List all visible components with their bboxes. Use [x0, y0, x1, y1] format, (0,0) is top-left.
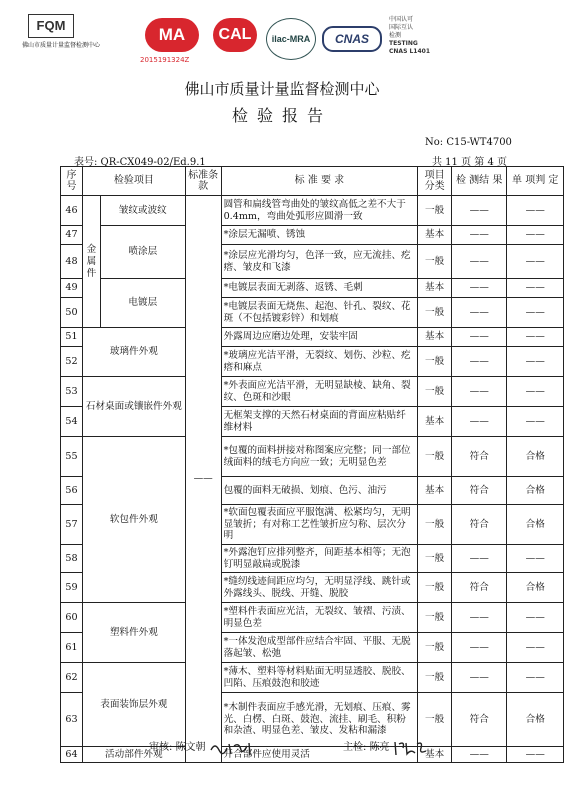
row-category: 一般	[418, 347, 452, 377]
row-result: 符合	[451, 505, 507, 545]
row-seq: 58	[61, 545, 83, 573]
row-seq: 62	[61, 663, 83, 693]
row-item: 喷涂层	[100, 226, 185, 279]
row-requirement: *一体发泡成型部件应结合牢固、平服、无脱落起皱、松弛	[221, 633, 418, 663]
table-row	[61, 747, 564, 763]
row-result: ——	[451, 747, 507, 763]
row-requirement: *外表面应光洁平滑，无明显缺棱、缺角、裂纹、色斑和沙眼	[221, 377, 418, 407]
row-seq: 60	[61, 603, 83, 633]
row-judgement: ——	[507, 603, 564, 633]
row-seq: 64	[61, 747, 83, 763]
approver-name: 陈亮	[369, 742, 390, 753]
row-judgement: ——	[507, 245, 564, 279]
row-result: ——	[451, 298, 507, 328]
row-result: ——	[451, 279, 507, 298]
metal-group-label: 金属件	[82, 196, 100, 328]
row-category: 一般	[418, 545, 452, 573]
row-result: ——	[451, 196, 507, 226]
cma-number: 2015191324Z	[140, 56, 190, 64]
row-item: 皱纹或波纹	[100, 196, 185, 226]
row-category: 一般	[418, 505, 452, 545]
row-result: ——	[451, 347, 507, 377]
row-requirement: 外露周边应磨边处理，安装牢固	[221, 328, 418, 347]
row-seq: 47	[61, 226, 83, 245]
table-row	[61, 437, 564, 477]
row-result: ——	[451, 226, 507, 245]
row-requirement: *电镀层表面无烧焦、起泡、针孔、裂纹、花斑（不包括镀彩锌）和划痕	[221, 298, 418, 328]
row-judgement: 合格	[507, 505, 564, 545]
page-info: 共 11 页 第 4 页	[432, 157, 507, 168]
row-judgement: ——	[507, 226, 564, 245]
table-row	[61, 328, 564, 347]
table-header-row	[61, 167, 564, 196]
row-item: 软包件外观	[82, 437, 185, 603]
table-row	[61, 279, 564, 298]
row-result: ——	[451, 633, 507, 663]
row-category: 一般	[418, 245, 452, 279]
row-requirement: *包覆的面料拼接对称图案应完整；同一部位绒面料的绒毛方向应一致；无明显色差	[221, 437, 418, 477]
row-judgement: ——	[507, 377, 564, 407]
row-seq: 46	[61, 196, 83, 226]
row-result: ——	[451, 545, 507, 573]
row-item: 表面装饰层外观	[82, 663, 185, 747]
row-result: 符合	[451, 693, 507, 747]
row-requirement: 开合部件应使用灵活	[221, 747, 418, 763]
inspection-table	[60, 166, 564, 763]
row-item: 石材桌面或镶嵌件外观	[82, 377, 185, 437]
row-seq: 54	[61, 407, 83, 437]
row-category: 一般	[418, 633, 452, 663]
row-category: 基本	[418, 226, 452, 245]
row-judgement: ——	[507, 747, 564, 763]
row-item: 玻璃件外观	[82, 328, 185, 377]
table-row	[61, 226, 564, 245]
row-result: ——	[451, 603, 507, 633]
col-std-clause: 标准条款	[185, 167, 221, 196]
row-requirement: 圆管和扁线管弯曲处的皱纹高低之差不大于0.4mm，弯曲处弧形应圆滑一致	[221, 196, 418, 226]
row-requirement: *木制件表面应手感光滑，无划痕、压痕、雾光、白楞、白斑、鼓泡、流挂、刷毛、积粉和杂渣、明显色差、皱皮、发粘和漏漆	[221, 693, 418, 747]
row-requirement: *玻璃应光洁平滑，无裂纹、划伤、沙粒、疙瘩和麻点	[221, 347, 418, 377]
row-requirement: 无框架支撑的天然石材桌面的背面应粘贴纤维材料	[221, 407, 418, 437]
row-judgement: ——	[507, 328, 564, 347]
cal-logo: CAL	[213, 18, 257, 52]
col-judgement: 单 项判 定	[507, 167, 564, 196]
ilac-mra-logo: ilac-MRA	[266, 18, 316, 60]
row-seq: 59	[61, 573, 83, 603]
reviewer-signature	[149, 738, 253, 756]
row-seq: 57	[61, 505, 83, 545]
row-requirement: *涂层应光滑均匀，色泽一致，应无流挂、疙瘩、皱皮和飞漆	[221, 245, 418, 279]
row-requirement: *电镀层表面无剥落、返锈、毛刺	[221, 279, 418, 298]
row-seq: 56	[61, 477, 83, 505]
row-category: 一般	[418, 693, 452, 747]
handwritten-signature-reviewer	[209, 740, 253, 756]
row-judgement: ——	[507, 545, 564, 573]
row-seq: 55	[61, 437, 83, 477]
row-category: 一般	[418, 437, 452, 477]
row-category: 基本	[418, 747, 452, 763]
institution-title: 佛山市质量计量监督检测中心	[184, 80, 380, 98]
report-number: No: C15-WT4700	[425, 137, 512, 148]
row-item: 活动部件外观	[82, 747, 185, 763]
row-category: 一般	[418, 663, 452, 693]
row-requirement: *薄木、塑料等材料贴面无明显透胶、脱胶、凹陷、压痕鼓泡和胶迹	[221, 663, 418, 693]
cma-logo: MA	[145, 18, 199, 52]
table-row	[61, 603, 564, 633]
row-result: ——	[451, 328, 507, 347]
row-category: 基本	[418, 477, 452, 505]
cnas-logo: CNAS	[322, 26, 382, 52]
row-seq: 48	[61, 245, 83, 279]
row-category: 一般	[418, 298, 452, 328]
row-result: 符合	[451, 573, 507, 603]
row-judgement: 合格	[507, 437, 564, 477]
row-judgement: 合格	[507, 477, 564, 505]
row-judgement: 合格	[507, 573, 564, 603]
col-item: 检验项目	[82, 167, 185, 196]
row-category: 一般	[418, 573, 452, 603]
col-category: 项目分类	[418, 167, 452, 196]
row-seq: 63	[61, 693, 83, 747]
reviewer-name: 陈文朝	[175, 742, 206, 753]
reviewer-label: 审核:	[149, 742, 173, 753]
row-seq: 52	[61, 347, 83, 377]
fqm-logo: FQM	[28, 14, 74, 38]
row-category: 基本	[418, 407, 452, 437]
row-result: 符合	[451, 437, 507, 477]
fqm-logo-subtitle: 佛山市质量计量监督检测中心	[22, 42, 101, 49]
row-seq: 53	[61, 377, 83, 407]
row-seq: 51	[61, 328, 83, 347]
row-category: 一般	[418, 603, 452, 633]
row-judgement: ——	[507, 407, 564, 437]
row-requirement: *涂层无漏喷、锈蚀	[221, 226, 418, 245]
row-requirement: *外露泡钉应排列整齐，间距基本相等；无泡钉明显敲扁或脱漆	[221, 545, 418, 573]
row-judgement: ——	[507, 298, 564, 328]
row-seq: 50	[61, 298, 83, 328]
row-judgement: ——	[507, 663, 564, 693]
row-judgement: ——	[507, 633, 564, 663]
row-result: ——	[451, 407, 507, 437]
std-clause-cell: ——	[185, 196, 221, 763]
table-row	[61, 196, 564, 226]
row-category: 一般	[418, 377, 452, 407]
row-requirement: *塑料件表面应光洁，无裂纹、皱褶、污渍、明显色差	[221, 603, 418, 633]
row-result: ——	[451, 377, 507, 407]
approver-label: 主检:	[343, 742, 367, 753]
row-category: 基本	[418, 328, 452, 347]
report-subtitle: 检验报告	[231, 106, 332, 125]
row-judgement: 合格	[507, 693, 564, 747]
row-category: 一般	[418, 196, 452, 226]
col-requirement: 标 准 要 求	[221, 167, 418, 196]
row-result: 符合	[451, 477, 507, 505]
row-result: ——	[451, 663, 507, 693]
cnas-accreditation-text: 中国认可 国际互认 检测 TESTING CNAS L1401	[389, 16, 431, 55]
row-item: 塑料件外观	[82, 603, 185, 663]
handwritten-signature-approver	[393, 739, 429, 757]
row-requirement: 包覆的面料无破损、划痕、色污、油污	[221, 477, 418, 505]
row-judgement: ——	[507, 279, 564, 298]
approver-signature	[343, 738, 429, 757]
table-row	[61, 377, 564, 407]
col-seq: 序号	[61, 167, 83, 196]
row-item: 电镀层	[100, 279, 185, 328]
row-category: 基本	[418, 279, 452, 298]
row-requirement: *缝纫线迹间距应均匀，无明显浮线、跳针或外露线头、脱线、开缝、脱胶	[221, 573, 418, 603]
form-number: 表号: QR-CX049-02/Ed.9.1	[74, 157, 206, 168]
col-result: 检 测结 果	[451, 167, 507, 196]
row-result: ——	[451, 245, 507, 279]
table-row	[61, 663, 564, 693]
row-seq: 61	[61, 633, 83, 663]
row-judgement: ——	[507, 196, 564, 226]
row-judgement: ——	[507, 347, 564, 377]
row-seq: 49	[61, 279, 83, 298]
row-requirement: *软面包覆表面应平服饱满、松紧均匀，无明显皱折；有对称工艺性皱折应匀称、层次分明	[221, 505, 418, 545]
